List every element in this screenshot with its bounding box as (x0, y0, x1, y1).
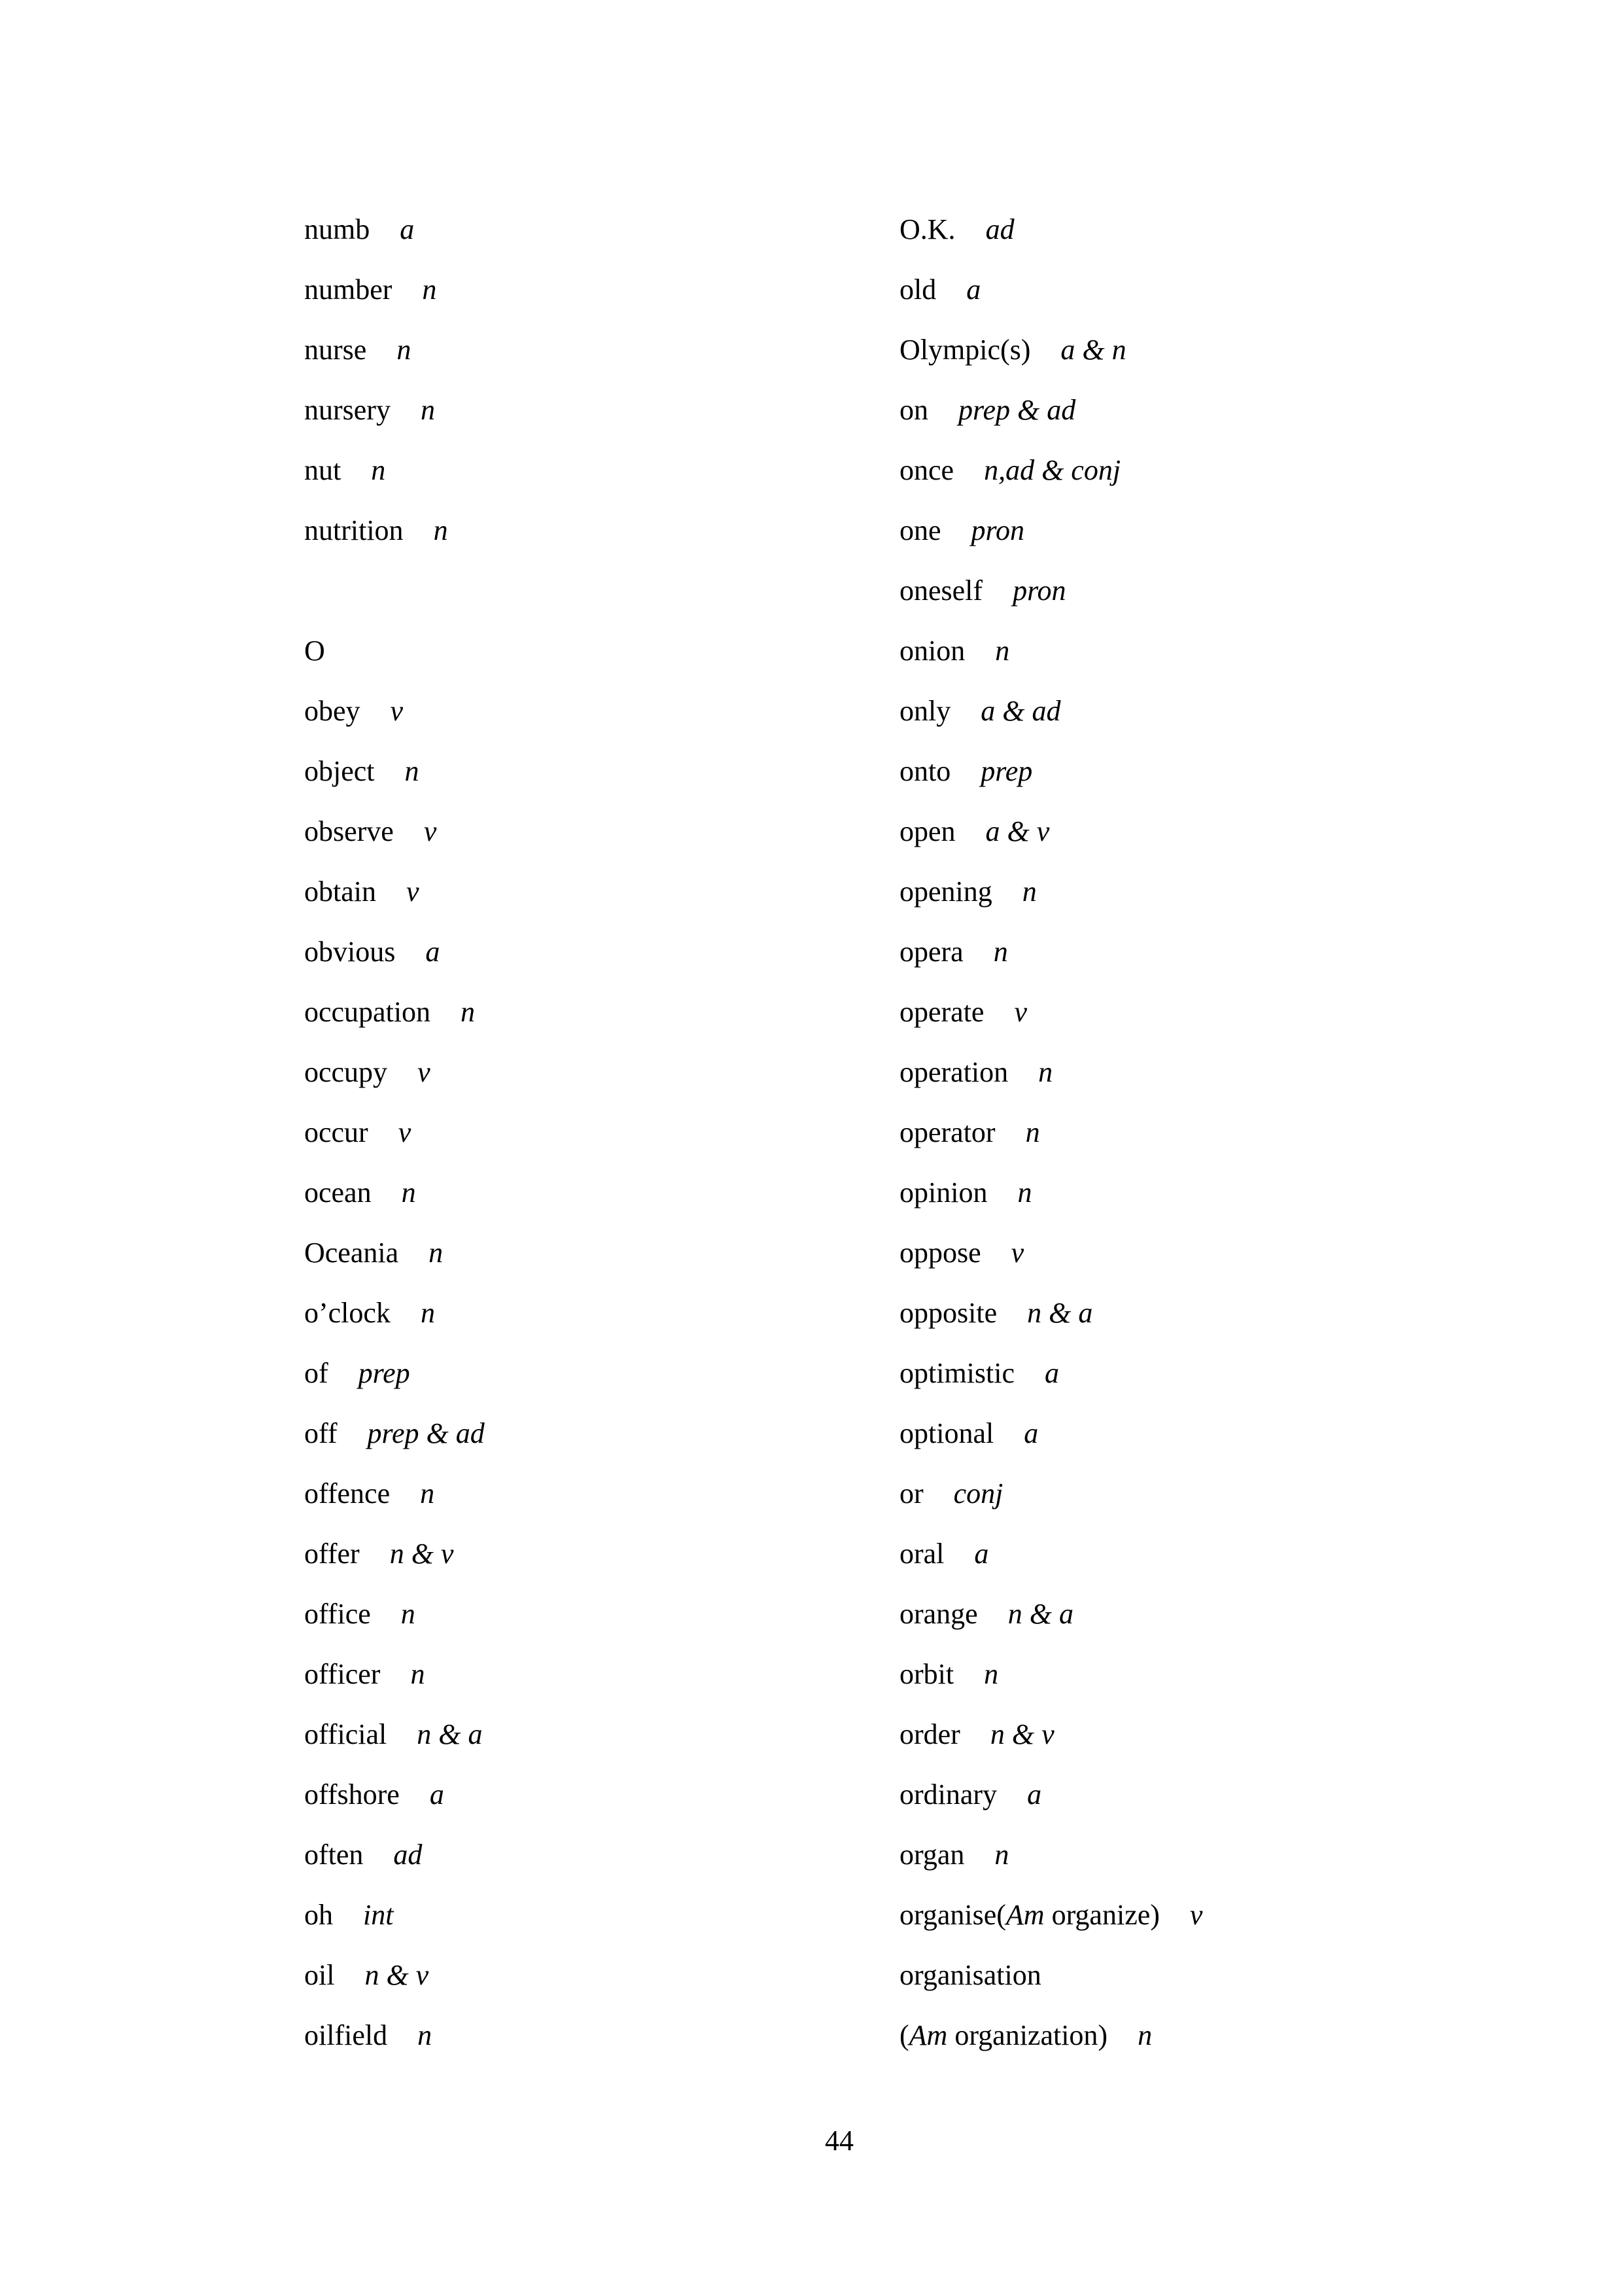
word-text: officer (304, 1658, 381, 1690)
part-of-speech-label: a (1024, 1417, 1039, 1449)
word-text: operation (899, 1056, 1009, 1088)
word-text: O.K. (899, 213, 956, 245)
word-entry (899, 1945, 1202, 2005)
part-of-speech-label: n & v (990, 1718, 1055, 1750)
word-entry (304, 1343, 485, 1404)
word-text: numb (304, 213, 370, 245)
word-text: old (899, 274, 937, 306)
word-entry (899, 681, 1202, 741)
word-text: ocean (304, 1176, 372, 1209)
part-of-speech-label: a (1027, 1778, 1042, 1810)
word-text: operate (899, 996, 985, 1028)
page-number: 44 (825, 2125, 854, 2157)
word-entry (899, 1704, 1202, 1765)
word-entry (304, 1765, 485, 1825)
word-entry (304, 1644, 485, 1704)
part-of-speech-label: n (461, 996, 476, 1028)
part-of-speech-label: a (966, 274, 981, 306)
part-of-speech-label: v (417, 1056, 430, 1088)
word-entry (899, 1765, 1202, 1825)
word-entry (899, 802, 1202, 862)
word-entry (304, 200, 485, 260)
part-of-speech-label: a & v (985, 815, 1050, 847)
word-entry (899, 1464, 1202, 1524)
part-of-speech-label: n (400, 1598, 415, 1630)
part-of-speech-label: n (371, 454, 386, 486)
word-entry (304, 1283, 485, 1343)
word-entry (304, 2005, 485, 2066)
word-text-italic-part: Am (909, 2019, 948, 2051)
part-of-speech-label: n (1022, 875, 1037, 908)
word-text: occupation (304, 996, 431, 1028)
word-entry (899, 200, 1202, 260)
word-entry (899, 260, 1202, 320)
part-of-speech-label: n (396, 334, 411, 366)
word-text: offence (304, 1477, 391, 1510)
word-entry (899, 922, 1202, 982)
word-entry (304, 320, 485, 380)
word-entry (899, 621, 1202, 681)
word-entry (899, 1223, 1202, 1283)
blank-line (304, 561, 485, 621)
part-of-speech-label: prep & ad (367, 1417, 485, 1449)
word-text: office (304, 1598, 371, 1630)
word-entry (899, 862, 1202, 922)
part-of-speech-label: n (993, 936, 1008, 968)
word-entry (304, 1404, 485, 1464)
word-entry (304, 922, 485, 982)
word-text: nursery (304, 394, 391, 426)
word-text: operator (899, 1116, 996, 1148)
word-text: offshore (304, 1778, 400, 1810)
part-of-speech-label: a & n (1060, 334, 1126, 366)
word-entry (304, 1223, 485, 1283)
word-text: oilfield (304, 2019, 388, 2051)
word-text: organ (899, 1839, 965, 1871)
word-text: occupy (304, 1056, 388, 1088)
word-text (899, 1899, 1160, 1931)
word-entry (899, 1885, 1202, 1945)
part-of-speech-label: n (1017, 1176, 1032, 1209)
word-entry (304, 741, 485, 802)
word-entry (899, 501, 1202, 561)
word-text: number (304, 274, 393, 306)
part-of-speech-label: n (410, 1658, 425, 1690)
word-text: optional (899, 1417, 994, 1449)
word-entry (304, 440, 485, 501)
word-text: opposite (899, 1297, 998, 1329)
part-of-speech-label: a (425, 936, 440, 968)
word-text: o’clock (304, 1297, 391, 1329)
word-text (899, 2019, 1108, 2051)
word-text: opinion (899, 1176, 988, 1209)
word-entry (304, 1584, 485, 1644)
word-entry (899, 1163, 1202, 1223)
part-of-speech-label: n (984, 1658, 999, 1690)
word-text: official (304, 1718, 387, 1750)
word-text: offer (304, 1538, 360, 1570)
word-entry (304, 1885, 485, 1945)
part-of-speech-label: n (995, 635, 1010, 667)
part-of-speech-label: a (974, 1538, 989, 1570)
part-of-speech-label: n (1038, 1056, 1053, 1088)
part-of-speech-label: pron (971, 514, 1025, 546)
word-text: optimistic (899, 1357, 1015, 1389)
word-entry (899, 440, 1202, 501)
part-of-speech-label: n,ad & conj (984, 454, 1121, 486)
word-entry (304, 1042, 485, 1103)
word-entry (899, 1343, 1202, 1404)
part-of-speech-label: n (420, 1297, 435, 1329)
word-text: open (899, 815, 956, 847)
word-text: orbit (899, 1658, 954, 1690)
word-text-part: ( (899, 2019, 909, 2051)
part-of-speech-label: n (1025, 1116, 1040, 1148)
part-of-speech-label: a (429, 1778, 444, 1810)
part-of-speech-label: n (1138, 2019, 1153, 2051)
word-entry (899, 320, 1202, 380)
part-of-speech-label: n & a (417, 1718, 483, 1750)
word-entry (304, 1524, 485, 1584)
word-list-column-left (304, 200, 485, 2066)
part-of-speech-label: v (423, 815, 437, 847)
word-entry (304, 1103, 485, 1163)
word-text: ordinary (899, 1778, 998, 1810)
word-entry (899, 1524, 1202, 1584)
part-of-speech-label: n (433, 514, 448, 546)
word-text: obey (304, 695, 360, 727)
word-text: oppose (899, 1237, 981, 1269)
word-entry (899, 1644, 1202, 1704)
word-entry (304, 380, 485, 440)
part-of-speech-label: n (428, 1237, 444, 1269)
word-text-part: organise( (899, 1899, 1006, 1931)
word-text: Oceania (304, 1237, 399, 1269)
word-text: occur (304, 1116, 368, 1148)
word-text: opera (899, 936, 964, 968)
word-text: only (899, 695, 951, 727)
word-entry (304, 1945, 485, 2005)
part-of-speech-label: int (363, 1899, 394, 1931)
word-text: obvious (304, 936, 396, 968)
part-of-speech-label: prep (358, 1357, 410, 1389)
part-of-speech-label: v (1011, 1237, 1024, 1269)
part-of-speech-label: n (401, 1176, 416, 1209)
word-text: nutrition (304, 514, 404, 546)
word-list-column-right (899, 200, 1202, 2066)
word-entry (899, 1825, 1202, 1885)
word-entry (899, 1584, 1202, 1644)
part-of-speech-label: n (420, 1477, 435, 1510)
part-of-speech-label: v (390, 695, 404, 727)
word-text: one (899, 514, 941, 546)
part-of-speech-label: n (422, 274, 437, 306)
word-entry (304, 802, 485, 862)
word-entry (899, 741, 1202, 802)
part-of-speech-label: n & a (1007, 1598, 1073, 1630)
word-entry (899, 1283, 1202, 1343)
part-of-speech-label: prep & ad (958, 394, 1076, 426)
word-text: observe (304, 815, 394, 847)
word-entry (304, 1704, 485, 1765)
word-entry (899, 2005, 1202, 2066)
word-text-italic-part: Am (1005, 1899, 1045, 1931)
part-of-speech-label: n & v (364, 1959, 429, 1991)
part-of-speech-label: n (420, 394, 435, 426)
part-of-speech-label: ad (393, 1839, 423, 1871)
word-text: oil (304, 1959, 335, 1991)
word-text: object (304, 755, 375, 787)
word-text-part: organize) (1044, 1899, 1160, 1931)
part-of-speech-label: v (1189, 1899, 1203, 1931)
word-text: orange (899, 1598, 978, 1630)
word-text: of (304, 1357, 328, 1389)
part-of-speech-label: n (404, 755, 419, 787)
word-text: oral (899, 1538, 945, 1570)
part-of-speech-label: v (398, 1116, 411, 1148)
word-entry (304, 1464, 485, 1524)
word-text-part: organization) (947, 2019, 1108, 2051)
word-entry (304, 681, 485, 741)
part-of-speech-label: n (417, 2019, 432, 2051)
part-of-speech-label: a & ad (981, 695, 1061, 727)
word-entry (304, 982, 485, 1042)
word-entry (899, 1103, 1202, 1163)
word-text: Olympic(s) (899, 334, 1031, 366)
word-entry (899, 982, 1202, 1042)
word-entry (899, 1042, 1202, 1103)
word-entry (899, 1404, 1202, 1464)
word-text: oh (304, 1899, 333, 1931)
word-entry (899, 380, 1202, 440)
word-text: oneself (899, 574, 983, 607)
word-text: opening (899, 875, 992, 908)
part-of-speech-label: n (994, 1839, 1009, 1871)
word-entry (304, 862, 485, 922)
part-of-speech-label: n & a (1027, 1297, 1093, 1329)
word-entry (899, 561, 1202, 621)
word-text: or (899, 1477, 924, 1510)
part-of-speech-label: prep (981, 755, 1033, 787)
word-entry (304, 260, 485, 320)
part-of-speech-label: n & v (389, 1538, 454, 1570)
word-text: off (304, 1417, 338, 1449)
word-entry (304, 501, 485, 561)
word-entry (304, 1163, 485, 1223)
part-of-speech-label: a (400, 213, 415, 245)
part-of-speech-label: a (1045, 1357, 1059, 1389)
part-of-speech-label: conj (953, 1477, 1003, 1510)
word-text: organisation (899, 1959, 1041, 1991)
word-text: on (899, 394, 928, 426)
section-heading (304, 621, 485, 681)
word-text: nut (304, 454, 341, 486)
word-text: onion (899, 635, 966, 667)
word-text: order (899, 1718, 960, 1750)
word-text: obtain (304, 875, 376, 908)
part-of-speech-label: v (1014, 996, 1027, 1028)
word-text: nurse (304, 334, 367, 366)
section-letter: O (304, 635, 325, 667)
word-text: often (304, 1839, 364, 1871)
word-text: onto (899, 755, 951, 787)
part-of-speech-label: pron (1013, 574, 1066, 607)
part-of-speech-label: ad (985, 213, 1015, 245)
part-of-speech-label: v (406, 875, 419, 908)
word-entry (304, 1825, 485, 1885)
word-text: once (899, 454, 954, 486)
